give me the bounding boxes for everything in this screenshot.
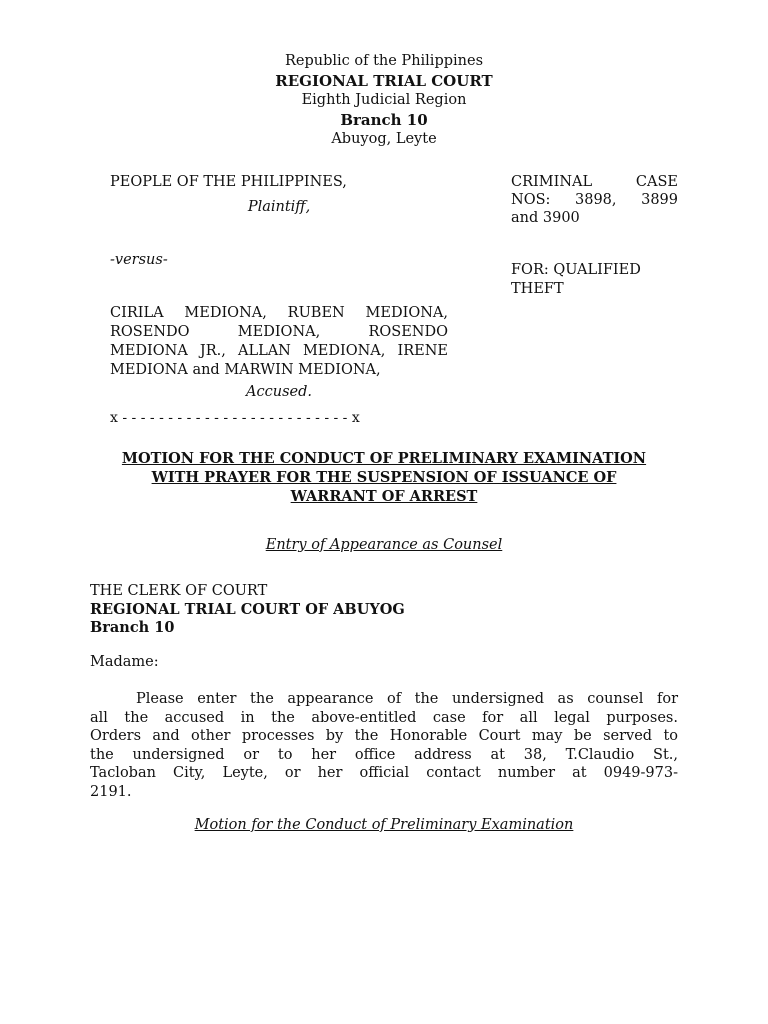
plaintiff-name: PEOPLE OF THE PHILIPPINES, [110,174,347,190]
accused-line: MEDIONA JR., ALLAN MEDIONA, IRENE [110,343,448,359]
body-line: Please enter the appearance of the undersigned as counsel for [136,691,678,707]
body-line: Orders and other processes by the Honorable Court may be served to [90,728,678,744]
motion-title-line: WITH PRAYER FOR THE SUSPENSION OF ISSUANCE OF [151,469,617,486]
header-region: Eighth Judicial Region [301,92,467,108]
body-line: 2191. [90,783,132,800]
case-number-line: NOS: 3898, 3899 [511,192,678,208]
salutation: Madame: [90,654,159,670]
motion-title [80,449,688,506]
header-court-name: REGIONAL TRIAL COURT [275,71,493,90]
header-republic: Republic of the Philippines [284,53,484,69]
motion-title-line: MOTION FOR THE CONDUCT OF PRELIMINARY EXAMINATION [121,450,647,467]
header-branch: Branch 10 [340,110,428,129]
entry-heading: Entry of Appearance as Counsel [265,537,503,553]
case-number-line: CRIMINAL CASE [511,174,678,190]
addressee-block [90,582,690,638]
body-line: all the accused in the above-entitled case for all legal purposes. [90,709,678,726]
accused-names [110,304,448,380]
motion-subheading: Motion for the Conduct of Preliminary Examination [194,817,574,833]
offense-line: THEFT [511,281,564,297]
plaintiff-role: Plaintiff, [247,199,311,215]
accused-role: Accused. [246,384,312,400]
versus-label: -versus- [110,252,168,268]
body-paragraph [90,690,678,801]
case-number-block [511,173,678,227]
body-line: the undersigned or to her office address at 38, T.Claudio St., [90,746,678,763]
motion-title-line: WARRANT OF ARREST [290,488,478,505]
offense-line: FOR: QUALIFIED [511,262,641,278]
addressee-court: REGIONAL TRIAL COURT OF ABUYOG [90,600,405,618]
court-header [0,52,768,150]
case-number-line: and 3900 [511,210,580,226]
accused-line: CIRILA MEDIONA, RUBEN MEDIONA, [110,305,448,321]
accused-line: ROSENDO MEDIONA, ROSENDO [110,324,448,340]
caption-separator: x - - - - - - - - - - - - - - - - - - - - - - - - - x [110,410,360,426]
body-line: Tacloban City, Leyte, or her official contact number at 0949-973- [90,765,678,781]
addressee-branch: Branch 10 [90,619,175,636]
accused-line: MEDIONA and MARWIN MEDIONA, [110,362,381,378]
addressee-clerk: THE CLERK OF COURT [90,583,268,599]
offense-block [511,261,671,299]
header-location: Abuyog, Leyte [331,131,437,147]
